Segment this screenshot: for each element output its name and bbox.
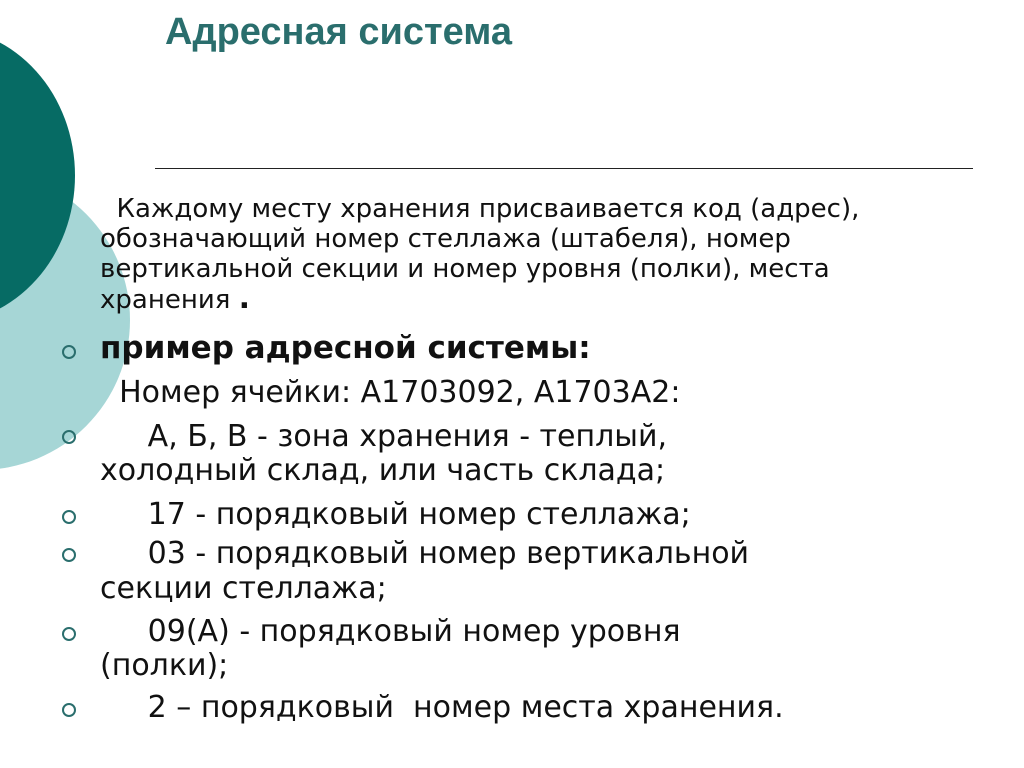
intro-line: хранения: [100, 285, 231, 315]
bullet-marker: [62, 510, 76, 524]
slide-title: Адресная система: [165, 11, 512, 53]
bullet-line: (полки);: [100, 648, 229, 683]
bullet-marker: [62, 430, 76, 444]
bullet-line: холодный склад, или часть склада;: [100, 453, 666, 488]
bullet-marker: [62, 703, 76, 717]
bullet-line: А, Б, В - зона хранения - теплый,: [100, 419, 667, 454]
intro-line: Каждому месту хранения присваивается код (адрес),: [100, 194, 860, 224]
bullet-line: 03 - порядковый номер вертикальной: [100, 536, 750, 571]
bullet-line: 17 - порядковый номер стеллажа;: [100, 497, 691, 532]
bullet-marker: [62, 345, 76, 359]
bullet-line: секции стеллажа;: [100, 571, 387, 606]
intro-line: вертикальной секции и номер уровня (полки), места: [100, 254, 830, 284]
bullet-line: 2 – порядковый номер места хранения.: [100, 690, 784, 725]
bullet-line: 09(А) - порядковый номер уровня: [100, 614, 681, 649]
example-heading: пример адресной системы:: [100, 330, 591, 366]
cell-number-line: Номер ячейки: А1703092, А1703А2:: [100, 375, 681, 410]
intro-end-mark: .: [238, 281, 251, 316]
bullet-marker: [62, 548, 76, 562]
bullet-marker: [62, 627, 76, 641]
intro-line: обозначающий номер стеллажа (штабеля), номер: [100, 224, 791, 254]
